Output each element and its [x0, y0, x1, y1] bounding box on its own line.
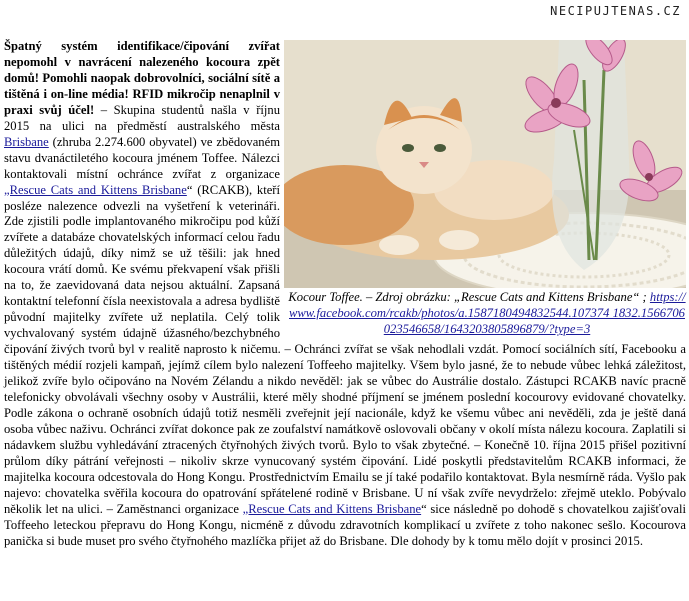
article-text-4: “ sice následně po dohodě s chovatelkou zajišťovali Toffeeho leteckou přepravu do Hong Kongu, nicméně z důvodu zdravotních komplikací u zvířete z toho nakonec sešlo. Kocourova panička si bude muset pro svého čtyřnohého mazlíčka přijet až do Brisbane. Dle dohody by k tomu mělo dojít v prosinci 2015.: [4, 501, 686, 548]
article-text-1: – Skupina studentů našla v říjnu 2015 na ulici na předměstí australského města: [4, 102, 280, 133]
article-text-3: “ (RCAKB), kteří posléze nalezence odvezli na vyšetření k veterináři. Zde zjistili podle implantovaného mikročipu pod kůží zvířete a databáze chovatelských informací celou řadu důležitých údajů, díky nimž se už těšili: jak hned kocoura vrátí domů. Ke svému překvapení však přišli na to, že zaevidovaná data nejsou aktuální. Zapsaná kontaktní telefonní čísla neexistovala a adresa bydliště původní majitelky zvířete už neplatila. Celý tolik vychvalovaný systém údajně úžasného/bezchybného čipování živých tvorů byl v realitě naprosto k ničemu. – Ochránci zvířat se však nehodlali vzdát. Pomocí sociálních sítí, Facebooku a tištěných médií rozjeli kampaň, jejímž cílem bylo nalezení Toffeeho majitelky. Všem bylo jasné, že to nebude vůbec lehká záležitost, jelikož zvíře bylo očipováno na Novém Zélandu a nikdo nevěděl: jak se vůbec do Austrálie dostalo. Zástupci RCAKB navíc pracně telefonicky obvolávali všechny osoby v Austrálii, které měly shodné příjmení se jménem poslední kocourovy evidované chovatelky. Podle zákona o ochraně osobních údajů totiž nesměli zveřejnit její nacionále, když ke všemu vůbec ani nevěděli, zda je ještě daná osoba vůbec naživu. Ochránci zvířat dokonce pak ze zoufalství namátkově oslovovali občany v okolí místa nálezu kocoura. Zaplatili si nádavkem službu vyhledávání ztracených čtyřnohých živých tvorů. Bylo to však zbytečné. – Konečně 10. října 2015 přišel pozitivní průlom díky pátrání veřejnosti – nikoliv skrze vynucovaný systém čipování. Lidé poskytli představitelům RCAKB informaci, že majitelka kocoura odcestovala do Hong Kongu. Prostřednictvím Emailu se jí také podařilo kontaktovat. Byla nesmírně ráda. Vyšlo pak najevo: chovatelka svěřila kocoura do opatrování spřátelené rodině v Brisbane. U ní však zvíře nevydrželo: zřejmě uteklo. Pobývalo několik let na ulici. – Zaměstnanci organizace: [4, 182, 686, 516]
rcakb-link-1[interactable]: „Rescue Cats and Kittens Brisbane: [4, 182, 187, 197]
article-lead: Špatný systém identifikace/čipování zvířat nepomohl v navrácení nalezeného kocoura zpět domů! Pomohli naopak dobrovolníci, sociální sítě a tištěná i on-line média! RFID mikročip nenaplnil v praxi svůj účel!: [4, 39, 280, 117]
photo-float-spacer: [280, 39, 686, 338]
article-body: [4, 39, 686, 550]
rcakb-link-2[interactable]: „Rescue Cats and Kittens Brisbane: [242, 501, 422, 516]
article-text-2: (zhruba 2.274.600 obyvatel) ve zbědovaném stavu dvanáctiletého kocoura jménem Toffee. Nálezci kontaktovali místní ochránce zvířat z organizace: [4, 134, 280, 181]
caption-source-link[interactable]: https://www.facebook.com/rcakb/photos/a.1587180494832544.107374 1832.1566706023546658/1643203805896879/?type=3: [289, 290, 686, 337]
brisbane-link[interactable]: Brisbane: [4, 134, 49, 149]
site-watermark: NECIPUJTENAS.CZ: [550, 4, 681, 18]
caption-text: Kocour Toffee. – Zdroj obrázku: „Rescue Cats and Kittens Brisbane“ ;: [288, 290, 647, 304]
